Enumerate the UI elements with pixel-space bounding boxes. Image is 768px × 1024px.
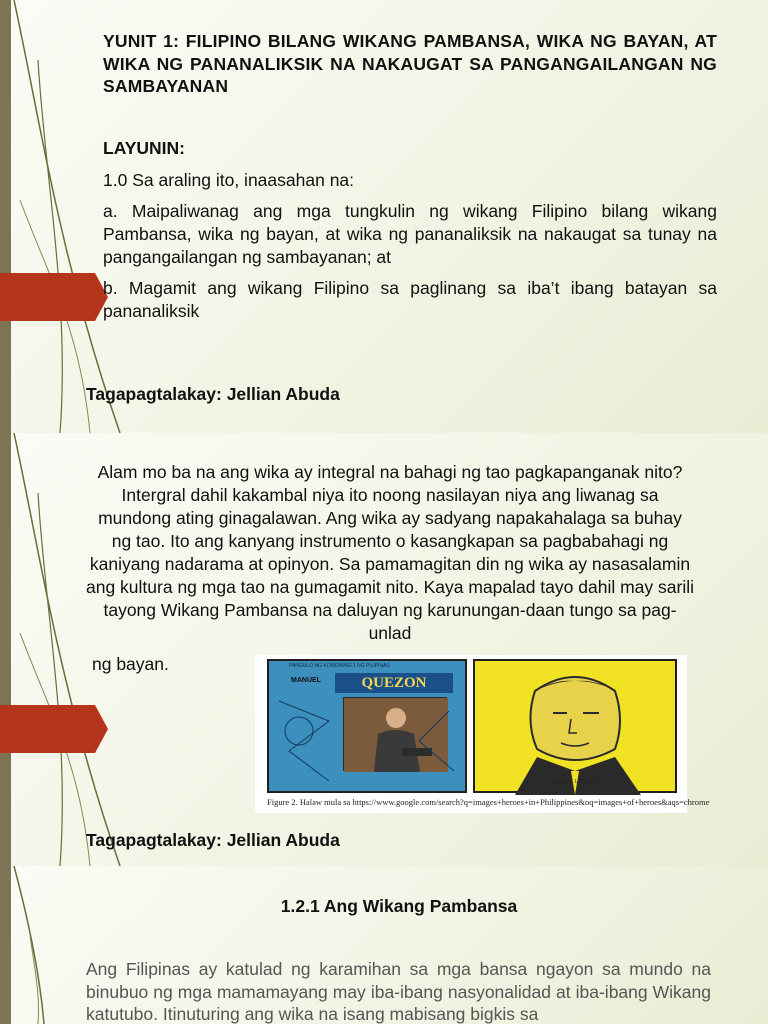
section-heading: 1.2.1 Ang Wikang Pambansa [280, 896, 518, 916]
unit-title: YUNIT 1: FILIPINO BILANG WIKANG PAMBANSA, WIKA NG BAYAN, AT WIKA NG PANANALIKSIK NA NAKAUGAT SA PANGANGAILANGAN NG SAMBAYANAN [103, 31, 717, 96]
slide-2 [0, 433, 768, 866]
portrait-sketch [475, 661, 679, 795]
arrow-tab [0, 273, 108, 321]
panel-small-name: MANUEL [291, 677, 321, 684]
objectives-heading: LAYUNIN: [103, 138, 185, 158]
objective-b: b. Magamit ang wikang Filipino sa paglinang sa iba’t ibang batayan sa pananaliksik [103, 278, 717, 321]
panel-top-text: PANGULO NG KOMONWELT NG PILIPINAS [289, 663, 390, 669]
presenter-label: Tagapagtalakay: Jellian Abuda [86, 384, 340, 404]
slide-1 [0, 0, 768, 433]
slide-3 [0, 866, 768, 1024]
section-paragraph: Ang Filipinas ay katulad ng karamihan sa mga bansa ngayon sa mundo na binubuo ng mga mamamayang may iba-ibang nasyonalidad at iba-ibang Wikang katutubo. Itinuturing ang wika na isang mabisang bigkis sa [86, 959, 711, 1024]
intro-paragraph: Alam mo ba na ang wika ay integral na bahagi ng tao pagkapanganak nito? Intergral dahil kakambal niya ito noong nasilayan niya ang liwanag sa mundong ating ginagalawan. Ang wika ay sadyang napakahalaga sa buhay ng tao. Ito ang kanyang instrumento o kasangkapan sa pagbabahagi ng kaniyang nadarama at opinyon. Sa pamamagitan din ng wika ay nasasalamin ang kultura ng mga tao na gumagamit nito. Kaya mapalad tayo dahil may sarili tayong Wikang Pambansa na daluyan ng karunungan-daan tungo sa pag-unlad [86, 462, 694, 643]
panel-name-banner: QUEZON [335, 673, 453, 693]
quezon-blue-panel [267, 659, 467, 793]
objective-a: a. Maipaliwanag ang mga tungkulin ng wikang Filipino bilang wikang Pambansa, wika ng bayan, at wika ng pananaliksik na nakaugat sa tunay na pangangailangan ng sambayanan; at [103, 201, 717, 267]
objectives-intro: 1.0 Sa araling ito, inaasahan na: [103, 170, 355, 190]
arrow-tab [0, 705, 108, 753]
quezon-figure [255, 655, 710, 813]
portrait-name-label: MANUEL L. QUEZON [553, 779, 602, 785]
intro-paragraph-tail: ng bayan. [92, 654, 169, 674]
quezon-yellow-panel [473, 659, 677, 793]
figure-caption: Figure 2. Halaw mula sa https://www.google.com/search?q=images+heroes+in+Philippines&oq=images+of+heroes&aqs=chrome [267, 797, 710, 807]
blue-panel-line-art [269, 661, 469, 795]
presenter-label: Tagapagtalakay: Jellian Abuda [86, 830, 340, 850]
